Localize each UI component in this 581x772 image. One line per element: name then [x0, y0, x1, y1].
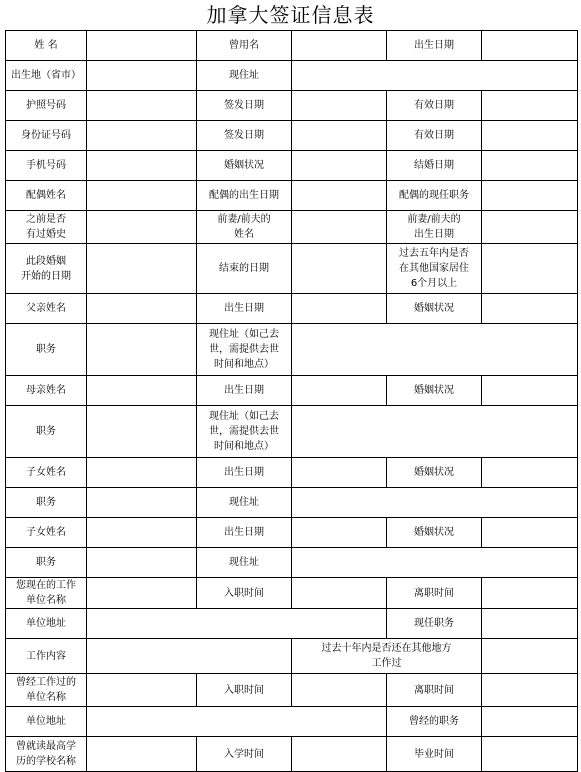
field-label: 签发日期 — [197, 91, 292, 121]
field-label: 前妻/前夫的 出生日期 — [387, 211, 482, 244]
field-label: 您现在的工作 单位名称 — [6, 578, 87, 609]
input-cell[interactable] — [292, 181, 387, 211]
input-cell[interactable] — [87, 639, 292, 674]
field-label: 职务 — [6, 406, 87, 458]
field-label: 离职时间 — [387, 578, 482, 609]
input-cell[interactable] — [482, 151, 578, 181]
input-cell[interactable] — [292, 488, 578, 518]
table-row — [6, 674, 578, 707]
input-cell[interactable] — [482, 578, 578, 609]
input-cell[interactable] — [482, 609, 578, 639]
visa-info-table — [5, 30, 578, 772]
field-label: 配偶姓名 — [6, 181, 87, 211]
input-cell[interactable] — [292, 674, 387, 707]
input-cell[interactable] — [292, 91, 387, 121]
input-cell[interactable] — [292, 294, 387, 324]
input-cell[interactable] — [87, 578, 197, 609]
field-label: 姓 名 — [6, 31, 87, 61]
input-cell[interactable] — [292, 211, 387, 244]
table-row — [6, 181, 578, 211]
table-row — [6, 707, 578, 737]
field-label: 婚姻状况 — [387, 518, 482, 548]
field-label: 单位地址 — [6, 707, 87, 737]
table-row — [6, 31, 578, 61]
field-label: 身份证号码 — [6, 121, 87, 151]
table-row — [6, 61, 578, 91]
input-cell[interactable] — [292, 458, 387, 488]
field-label: 婚姻状况 — [197, 151, 292, 181]
input-cell[interactable] — [482, 211, 578, 244]
field-label: 婚姻状况 — [387, 376, 482, 406]
table-row — [6, 609, 578, 639]
field-label: 曾经工作过的 单位名称 — [6, 674, 87, 707]
input-cell[interactable] — [292, 61, 578, 91]
field-label: 过去五年内是否 在其他国家居住 6个月以上 — [387, 244, 482, 294]
input-cell[interactable] — [87, 488, 197, 518]
field-label: 毕业时间 — [387, 737, 482, 772]
table-row — [6, 151, 578, 181]
field-label: 结婚日期 — [387, 151, 482, 181]
input-cell[interactable] — [482, 91, 578, 121]
input-cell[interactable] — [292, 324, 578, 376]
input-cell[interactable] — [292, 376, 387, 406]
field-label: 单位地址 — [6, 609, 87, 639]
field-label: 入学时间 — [197, 737, 292, 772]
input-cell[interactable] — [482, 707, 578, 737]
input-cell[interactable] — [482, 639, 578, 674]
input-cell[interactable] — [87, 548, 197, 578]
input-cell[interactable] — [292, 151, 387, 181]
input-cell[interactable] — [87, 61, 197, 91]
input-cell[interactable] — [482, 31, 578, 61]
field-label: 护照号码 — [6, 91, 87, 121]
field-label: 配偶的出生日期 — [197, 181, 292, 211]
table-row — [6, 578, 578, 609]
field-label: 出生日期 — [387, 31, 482, 61]
field-label: 入职时间 — [197, 578, 292, 609]
field-label: 手机号码 — [6, 151, 87, 181]
field-label: 出生地（省市） — [6, 61, 87, 91]
input-cell[interactable] — [482, 518, 578, 548]
input-cell[interactable] — [87, 244, 197, 294]
field-label: 现住址（如己去 世，需提供去世 时间和地点） — [197, 324, 292, 376]
input-cell[interactable] — [482, 244, 578, 294]
field-label: 出生日期 — [197, 458, 292, 488]
field-label: 现住址 — [197, 488, 292, 518]
field-label: 现住址 — [197, 61, 292, 91]
table-row — [6, 244, 578, 294]
table-row — [6, 91, 578, 121]
input-cell[interactable] — [482, 294, 578, 324]
form-title: 加拿大签证信息表 — [206, 3, 375, 27]
input-cell[interactable] — [87, 151, 197, 181]
field-label: 前妻/前夫的 姓名 — [197, 211, 292, 244]
input-cell[interactable] — [292, 518, 387, 548]
input-cell[interactable] — [87, 406, 197, 458]
input-cell[interactable] — [87, 458, 197, 488]
input-cell[interactable] — [87, 674, 197, 707]
input-cell[interactable] — [87, 518, 197, 548]
input-cell[interactable] — [292, 406, 578, 458]
input-cell[interactable] — [87, 91, 197, 121]
field-label: 现住址 — [197, 548, 292, 578]
input-cell[interactable] — [482, 674, 578, 707]
field-label: 子女姓名 — [6, 518, 87, 548]
input-cell[interactable] — [292, 578, 387, 609]
table-row — [6, 121, 578, 151]
field-label: 签发日期 — [197, 121, 292, 151]
field-label: 有效日期 — [387, 121, 482, 151]
input-cell[interactable] — [292, 737, 387, 772]
field-label: 曾就读最高学 历的学校名称 — [6, 737, 87, 772]
table-row — [6, 458, 578, 488]
field-label: 曾用名 — [197, 31, 292, 61]
field-label: 曾经的职务 — [387, 707, 482, 737]
table-row — [6, 488, 578, 518]
input-cell[interactable] — [87, 737, 197, 772]
input-cell[interactable] — [482, 181, 578, 211]
field-label: 入职时间 — [197, 674, 292, 707]
field-label: 出生日期 — [197, 294, 292, 324]
table-row — [6, 406, 578, 458]
input-cell[interactable] — [87, 211, 197, 244]
input-cell[interactable] — [87, 181, 197, 211]
table-row — [6, 376, 578, 406]
input-cell[interactable] — [87, 294, 197, 324]
field-label: 职务 — [6, 488, 87, 518]
input-cell[interactable] — [292, 548, 578, 578]
field-label: 现任职务 — [387, 609, 482, 639]
field-label: 有效日期 — [387, 91, 482, 121]
field-label: 结束的日期 — [197, 244, 292, 294]
field-label: 母亲姓名 — [6, 376, 87, 406]
input-cell[interactable] — [292, 121, 387, 151]
field-label: 离职时间 — [387, 674, 482, 707]
field-label: 之前是否 有过婚史 — [6, 211, 87, 244]
table-row — [6, 737, 578, 772]
input-cell[interactable] — [292, 31, 387, 61]
table-row — [6, 211, 578, 244]
input-cell[interactable] — [482, 121, 578, 151]
field-label: 职务 — [6, 324, 87, 376]
field-label: 此段婚姻 开始的日期 — [6, 244, 87, 294]
input-cell[interactable] — [87, 121, 197, 151]
field-label: 出生日期 — [197, 376, 292, 406]
field-label: 出生日期 — [197, 518, 292, 548]
field-label: 工作内容 — [6, 639, 87, 674]
input-cell[interactable] — [482, 376, 578, 406]
field-label: 过去十年内是否还在其他地方 工作过 — [292, 639, 482, 674]
field-label: 婚姻状况 — [387, 458, 482, 488]
field-label: 婚姻状况 — [387, 294, 482, 324]
field-label: 子女姓名 — [6, 458, 87, 488]
field-label: 配偶的现任职务 — [387, 181, 482, 211]
input-cell[interactable] — [87, 31, 197, 61]
field-label: 父亲姓名 — [6, 294, 87, 324]
field-label: 现住址（如己去 世，需提供去世 时间和地点） — [197, 406, 292, 458]
table-row — [6, 518, 578, 548]
input-cell[interactable] — [87, 376, 197, 406]
input-cell[interactable] — [87, 609, 387, 639]
input-cell[interactable] — [482, 737, 578, 772]
input-cell[interactable] — [87, 324, 197, 376]
input-cell[interactable] — [482, 458, 578, 488]
table-row — [6, 294, 578, 324]
table-row — [6, 324, 578, 376]
table-row — [6, 548, 578, 578]
table-row — [6, 639, 578, 674]
input-cell[interactable] — [87, 707, 387, 737]
input-cell[interactable] — [292, 244, 387, 294]
field-label: 职务 — [6, 548, 87, 578]
